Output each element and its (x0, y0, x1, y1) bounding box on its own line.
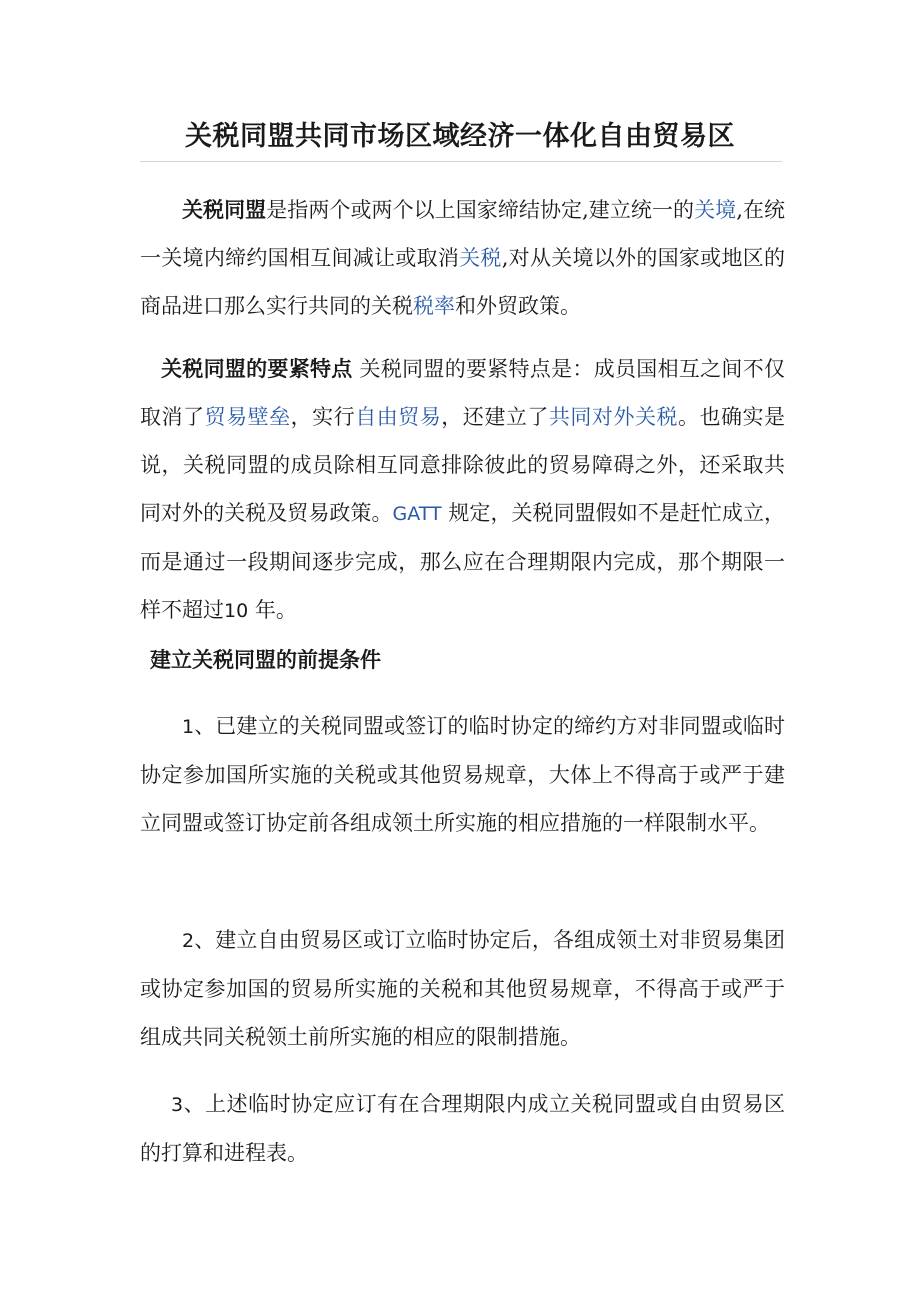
link-tax-rate[interactable]: 税率 (413, 294, 455, 318)
text-run: 规定，关税同盟假如不是赶忙成立，而是通过一段期间逐步完成，那么应在合理期限内完成，那个期限一样不超过 (140, 501, 785, 622)
title-divider (140, 161, 782, 162)
number-ten: 10 (224, 600, 249, 622)
document-title: 关税同盟共同市场区域经济一体化自由贸易区 (185, 121, 735, 152)
paragraph-condition-1 (140, 702, 785, 847)
text-run: 是指两个或两个以上国家缔结协定,建立统一的 (266, 198, 695, 222)
paragraph-condition-3 (140, 1080, 785, 1177)
section-heading-preconditions: 建立关税同盟的前提条件 (150, 647, 381, 672)
item-number: 1 (182, 716, 195, 738)
link-common-external-tariff[interactable]: 共同对外关税 (548, 405, 678, 429)
text-run: ，还建立了 (441, 405, 549, 429)
item-number: 2 (182, 930, 195, 952)
link-trade-barrier[interactable]: 贸易壁垒 (204, 405, 291, 429)
link-free-trade[interactable]: 自由贸易 (355, 405, 442, 429)
link-gatt[interactable]: GATT (392, 503, 442, 525)
text-run: ,在统一关境内缔约国相互间减让或取消 (140, 198, 786, 270)
link-tariff[interactable]: 关税 (459, 246, 502, 270)
text-run: 年。 (248, 598, 297, 622)
item-number: 3 (171, 1094, 184, 1116)
paragraph-definition (140, 186, 785, 330)
term-customs-union: 关税同盟 (182, 197, 267, 222)
text-run: 和外贸政策。 (455, 294, 581, 318)
text-run: ，实行 (290, 405, 356, 429)
text-run: ,对从关境以外的国家或地区的商品进口那么实行共同的关税 (140, 246, 785, 318)
text-run: 。也确实是说，关税同盟的成员除相互同意排除彼此的贸易障碍之外，还采取共同对外的关税及贸易政策。 (140, 405, 786, 525)
link-customs-territory[interactable]: 关境 (694, 198, 737, 222)
text-run: 关税同盟的要紧特点是：成员国相互之间不仅取消了 (140, 357, 785, 429)
paragraph-main-features (140, 345, 785, 635)
section-heading-features: 关税同盟的要紧特点 (161, 356, 353, 381)
paragraph-condition-2 (140, 916, 785, 1061)
item-text: 、已建立的关税同盟或签订的临时协定的缔约方对非同盟或临时协定参加国所实施的关税或其他贸易规章，大体上不得高于或严于建立同盟或签订协定前各组成领土所实施的相应措施的一样限制水平。 (140, 714, 785, 835)
item-text: 、建立自由贸易区或订立临时协定后，各组成领土对非贸易集团或协定参加国的贸易所实施的关税和其他贸易规章，不得高于或严于组成共同关税领土前所实施的相应的限制措施。 (140, 928, 785, 1049)
item-text: 、上述临时协定应订有在合理期限内成立关税同盟或自由贸易区的打算和进程表。 (140, 1092, 785, 1165)
